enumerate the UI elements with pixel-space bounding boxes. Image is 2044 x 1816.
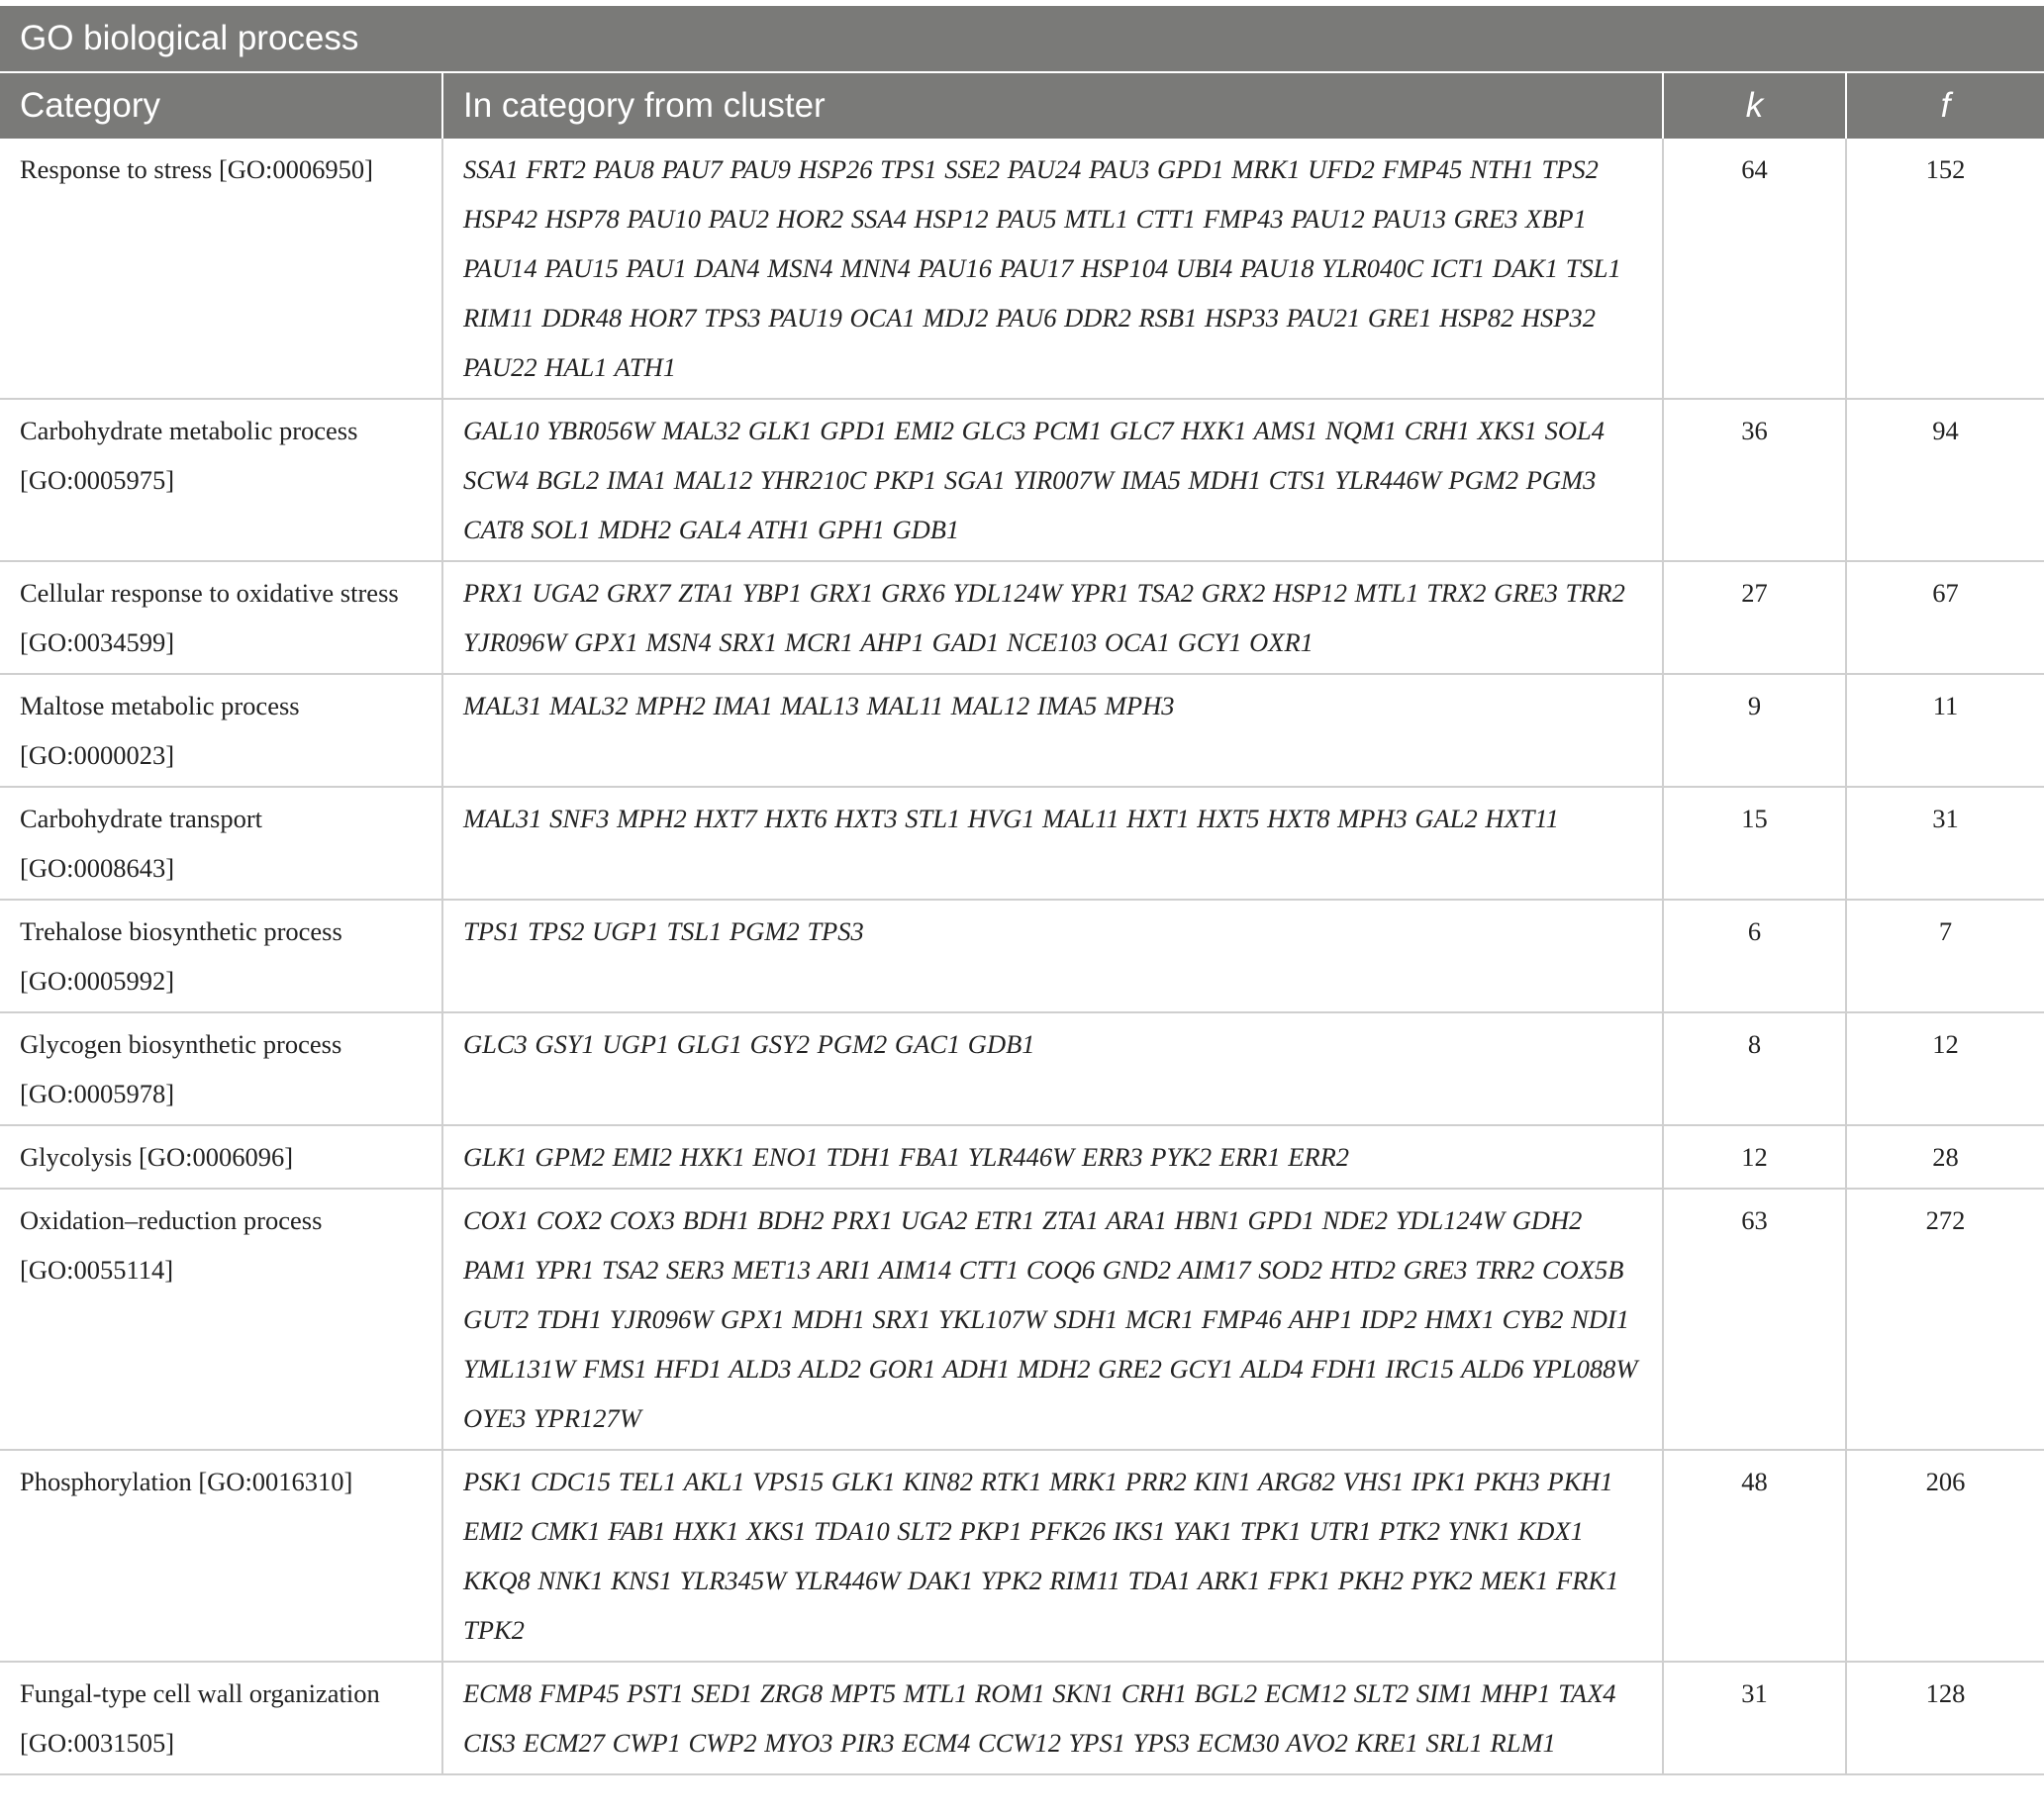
row-k: 63 bbox=[1663, 1189, 1846, 1450]
table-row bbox=[0, 139, 2044, 399]
row-genes: GAL10 YBR056W MAL32 GLK1 GPD1 EMI2 GLC3 PCM1 GLC7 HXK1 AMS1 NQM1 CRH1 XKS1 SOL4 SCW4 BGL2 IMA1 MAL12 YHR210C PKP1 SGA1 YIR007W IMA5 MDH1 CTS1 YLR446W PGM2 PGM3 CAT8 SOL1 MDH2 GAL4 ATH1 GPH1 GDB1 bbox=[442, 399, 1663, 561]
row-f: 7 bbox=[1846, 900, 2044, 1012]
table-row bbox=[0, 1450, 2044, 1662]
row-k: 12 bbox=[1663, 1125, 1846, 1189]
row-k: 36 bbox=[1663, 399, 1846, 561]
go-table bbox=[0, 6, 2044, 1775]
row-f: 206 bbox=[1846, 1450, 2044, 1662]
header-category: Category bbox=[0, 72, 442, 139]
table-row bbox=[0, 399, 2044, 561]
row-k: 6 bbox=[1663, 900, 1846, 1012]
row-k: 64 bbox=[1663, 139, 1846, 399]
row-genes: COX1 COX2 COX3 BDH1 BDH2 PRX1 UGA2 ETR1 ZTA1 ARA1 HBN1 GPD1 NDE2 YDL124W GDH2 PAM1 YPR1 TSA2 SER3 MET13 ARI1 AIM14 CTT1 COQ6 GND2 AIM17 SOD2 HTD2 GRE3 TRR2 COX5B GUT2 TDH1 YJR096W GPX1 MDH1 SRX1 YKL107W SDH1 MCR1 FMP46 AHP1 IDP2 HMX1 CYB2 NDI1 YML131W FMS1 HFD1 ALD3 ALD2 GOR1 ADH1 MDH2 GRE2 GCY1 ALD4 FDH1 IRC15 ALD6 YPL088W OYE3 YPR127W bbox=[442, 1189, 1663, 1450]
table-row bbox=[0, 1125, 2044, 1189]
table-row bbox=[0, 900, 2044, 1012]
row-f: 28 bbox=[1846, 1125, 2044, 1189]
row-category: Phosphorylation [GO:0016310] bbox=[0, 1450, 442, 1662]
row-f: 11 bbox=[1846, 674, 2044, 787]
row-genes: PSK1 CDC15 TEL1 AKL1 VPS15 GLK1 KIN82 RTK1 MRK1 PRR2 KIN1 ARG82 VHS1 IPK1 PKH3 PKH1 EMI2 CMK1 FAB1 HXK1 XKS1 TDA10 SLT2 PKP1 PFK26 IKS1 YAK1 TPK1 UTR1 PTK2 YNK1 KDX1 KKQ8 NNK1 KNS1 YLR345W YLR446W DAK1 YPK2 RIM11 TDA1 ARK1 FPK1 PKH2 PYK2 MEK1 FRK1 TPK2 bbox=[442, 1450, 1663, 1662]
row-k: 27 bbox=[1663, 561, 1846, 674]
row-k: 15 bbox=[1663, 787, 1846, 900]
row-genes: TPS1 TPS2 UGP1 TSL1 PGM2 TPS3 bbox=[442, 900, 1663, 1012]
row-f: 272 bbox=[1846, 1189, 2044, 1450]
row-genes: SSA1 FRT2 PAU8 PAU7 PAU9 HSP26 TPS1 SSE2 PAU24 PAU3 GPD1 MRK1 UFD2 FMP45 NTH1 TPS2 HSP42 HSP78 PAU10 PAU2 HOR2 SSA4 HSP12 PAU5 MTL1 CTT1 FMP43 PAU12 PAU13 GRE3 XBP1 PAU14 PAU15 PAU1 DAN4 MSN4 MNN4 PAU16 PAU17 HSP104 UBI4 PAU18 YLR040C ICT1 DAK1 TSL1 RIM11 DDR48 HOR7 TPS3 PAU19 OCA1 MDJ2 PAU6 DDR2 RSB1 HSP33 PAU21 GRE1 HSP82 HSP32 PAU22 HAL1 ATH1 bbox=[442, 139, 1663, 399]
row-f: 12 bbox=[1846, 1012, 2044, 1125]
header-genes: In category from cluster bbox=[442, 72, 1663, 139]
row-category: Oxidation–reduction process [GO:0055114] bbox=[0, 1189, 442, 1450]
table-header-row bbox=[0, 72, 2044, 139]
row-f: 31 bbox=[1846, 787, 2044, 900]
header-f: f bbox=[1846, 72, 2044, 139]
row-category: Glycogen biosynthetic process [GO:0005978] bbox=[0, 1012, 442, 1125]
row-genes: MAL31 SNF3 MPH2 HXT7 HXT6 HXT3 STL1 HVG1 MAL11 HXT1 HXT5 HXT8 MPH3 GAL2 HXT11 bbox=[442, 787, 1663, 900]
row-k: 48 bbox=[1663, 1450, 1846, 1662]
row-k: 31 bbox=[1663, 1662, 1846, 1774]
row-category: Carbohydrate metabolic process [GO:0005975] bbox=[0, 399, 442, 561]
table-row bbox=[0, 787, 2044, 900]
row-category: Glycolysis [GO:0006096] bbox=[0, 1125, 442, 1189]
table-row bbox=[0, 1012, 2044, 1125]
table-row bbox=[0, 674, 2044, 787]
row-category: Cellular response to oxidative stress [GO:0034599] bbox=[0, 561, 442, 674]
row-category: Carbohydrate transport [GO:0008643] bbox=[0, 787, 442, 900]
row-category: Maltose metabolic process [GO:0000023] bbox=[0, 674, 442, 787]
go-table-container bbox=[0, 6, 2044, 1775]
table-title: GO biological process bbox=[0, 6, 2044, 72]
row-k: 9 bbox=[1663, 674, 1846, 787]
table-row bbox=[0, 561, 2044, 674]
table-row bbox=[0, 1662, 2044, 1774]
row-genes: GLC3 GSY1 UGP1 GLG1 GSY2 PGM2 GAC1 GDB1 bbox=[442, 1012, 1663, 1125]
row-f: 128 bbox=[1846, 1662, 2044, 1774]
row-genes: MAL31 MAL32 MPH2 IMA1 MAL13 MAL11 MAL12 IMA5 MPH3 bbox=[442, 674, 1663, 787]
row-genes: PRX1 UGA2 GRX7 ZTA1 YBP1 GRX1 GRX6 YDL124W YPR1 TSA2 GRX2 HSP12 MTL1 TRX2 GRE3 TRR2 YJR096W GPX1 MSN4 SRX1 MCR1 AHP1 GAD1 NCE103 OCA1 GCY1 OXR1 bbox=[442, 561, 1663, 674]
row-genes: GLK1 GPM2 EMI2 HXK1 ENO1 TDH1 FBA1 YLR446W ERR3 PYK2 ERR1 ERR2 bbox=[442, 1125, 1663, 1189]
row-category: Response to stress [GO:0006950] bbox=[0, 139, 442, 399]
table-title-row bbox=[0, 6, 2044, 72]
row-category: Fungal-type cell wall organization [GO:0031505] bbox=[0, 1662, 442, 1774]
table-row bbox=[0, 1189, 2044, 1450]
header-k: k bbox=[1663, 72, 1846, 139]
row-k: 8 bbox=[1663, 1012, 1846, 1125]
row-category: Trehalose biosynthetic process [GO:0005992] bbox=[0, 900, 442, 1012]
row-f: 94 bbox=[1846, 399, 2044, 561]
row-f: 67 bbox=[1846, 561, 2044, 674]
row-genes: ECM8 FMP45 PST1 SED1 ZRG8 MPT5 MTL1 ROM1 SKN1 CRH1 BGL2 ECM12 SLT2 SIM1 MHP1 TAX4 CIS3 ECM27 CWP1 CWP2 MYO3 PIR3 ECM4 CCW12 YPS1 YPS3 ECM30 AVO2 KRE1 SRL1 RLM1 bbox=[442, 1662, 1663, 1774]
row-f: 152 bbox=[1846, 139, 2044, 399]
